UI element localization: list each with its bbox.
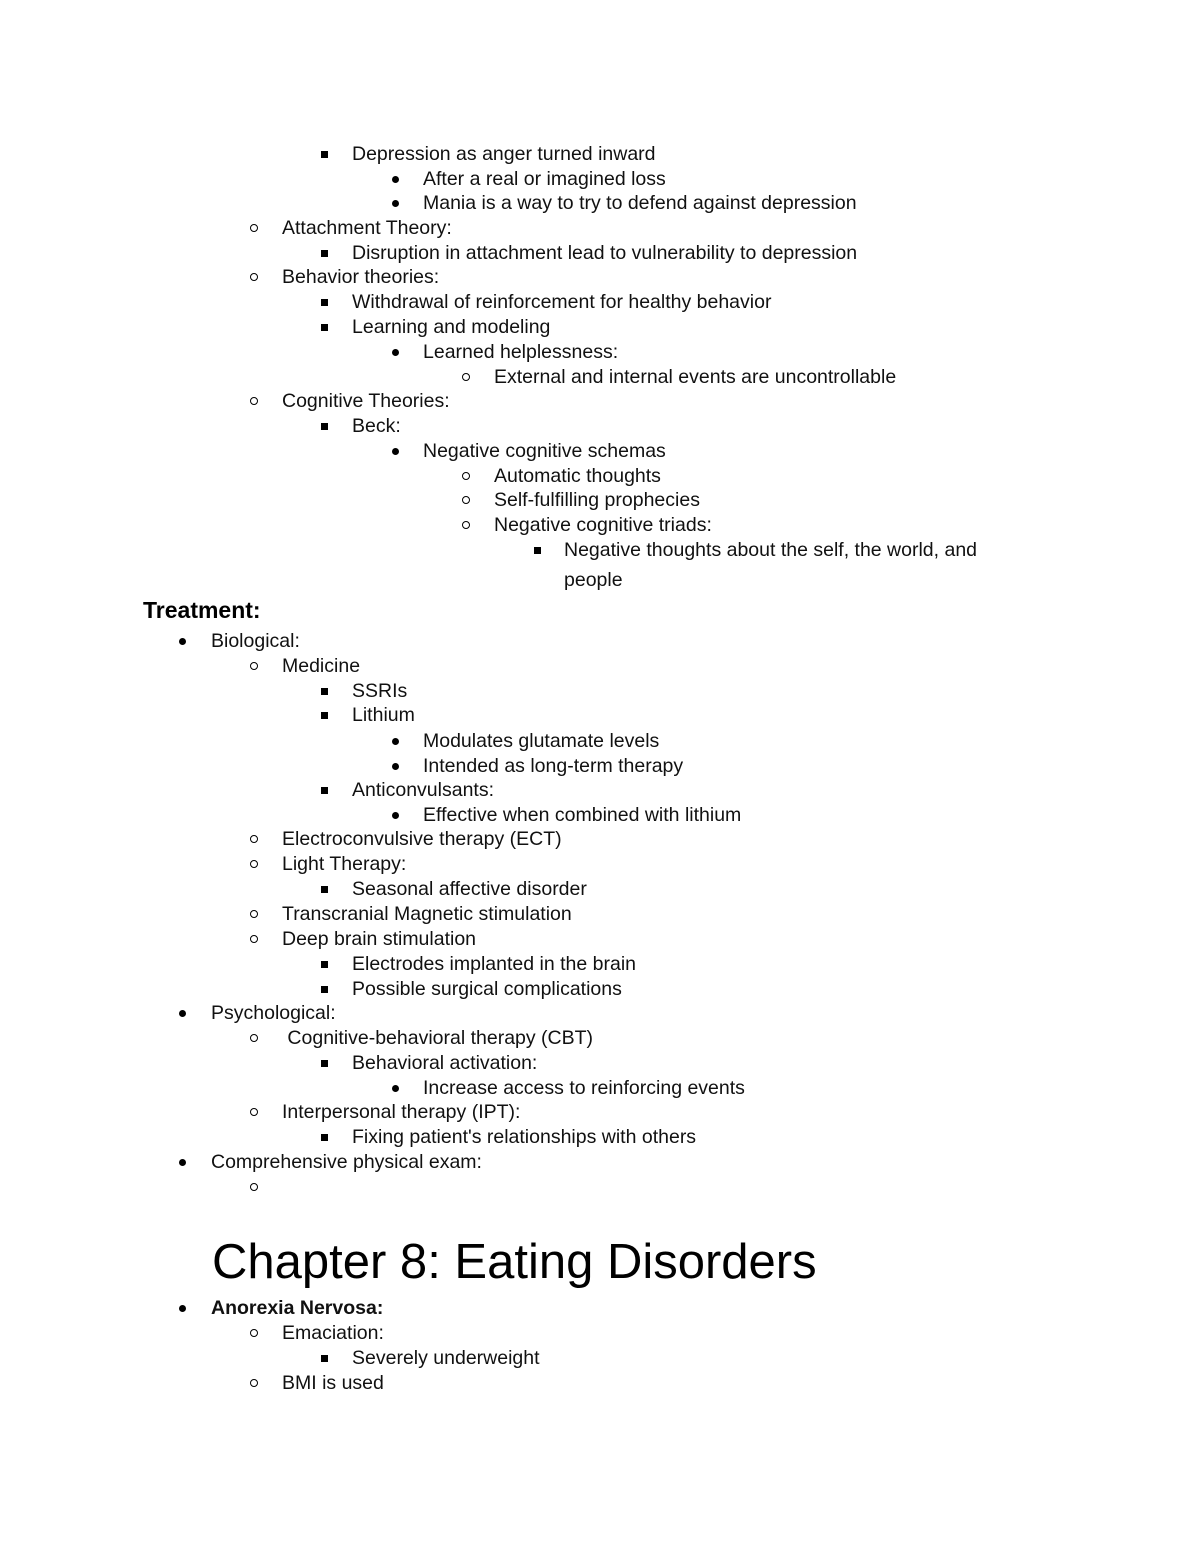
circle-bullet-icon — [248, 265, 262, 290]
square-bullet-icon — [318, 679, 332, 704]
chapter-heading: Chapter 8: Eating Disorders — [212, 1235, 817, 1289]
disc-bullet-icon — [389, 191, 403, 216]
list-item-text: Fixing patient's relationships with others — [352, 1126, 697, 1148]
circle-bullet-icon — [460, 513, 474, 538]
list-item-text: Anticonvulsants: — [352, 779, 494, 801]
circle-bullet-icon — [248, 1371, 262, 1396]
list-item-text: Disruption in attachment lead to vulnerability to depression — [352, 242, 858, 264]
circle-bullet-icon — [248, 827, 262, 852]
square-bullet-icon — [318, 952, 332, 977]
square-bullet-icon — [318, 241, 332, 266]
list-item-text: Mania is a way to try to defend against depression — [423, 192, 857, 214]
list-item-text: Light Therapy: — [282, 853, 407, 875]
square-bullet-icon — [318, 977, 332, 1002]
circle-bullet-icon — [248, 852, 262, 877]
list-item-text: Interpersonal therapy (IPT): — [282, 1101, 521, 1123]
list-item-text: After a real or imagined loss — [423, 168, 666, 190]
square-bullet-icon — [318, 142, 332, 167]
disc-bullet-icon — [389, 439, 403, 464]
circle-bullet-icon — [460, 365, 474, 390]
circle-bullet-icon — [248, 654, 262, 679]
square-bullet-icon — [318, 778, 332, 803]
list-item-text: Possible surgical complications — [352, 978, 622, 1000]
square-bullet-icon — [318, 1125, 332, 1150]
list-item-text: Attachment Theory: — [282, 217, 452, 239]
circle-bullet-icon — [248, 1026, 262, 1051]
list-item-text: BMI is used — [282, 1372, 384, 1394]
circle-bullet-icon — [248, 389, 262, 414]
disc-bullet-icon — [176, 1150, 190, 1175]
list-item-text: Negative cognitive triads: — [494, 514, 712, 536]
list-item-text: Negative thoughts about the self, the world, and — [564, 539, 978, 561]
list-item-text: Anorexia Nervosa: — [211, 1297, 384, 1319]
square-bullet-icon — [318, 290, 332, 315]
list-item-text: Effective when combined with lithium — [423, 804, 742, 826]
circle-bullet-icon — [460, 464, 474, 489]
list-item-text: Electroconvulsive therapy (ECT) — [282, 828, 562, 850]
list-item-text: Withdrawal of reinforcement for healthy behavior — [352, 291, 772, 313]
disc-bullet-icon — [176, 629, 190, 654]
list-item-text: Automatic thoughts — [494, 465, 661, 487]
list-item-text: Behavioral activation: — [352, 1052, 538, 1074]
square-bullet-icon — [318, 315, 332, 340]
list-item-text: SSRIs — [352, 680, 408, 702]
list-item-text: Negative cognitive schemas — [423, 440, 666, 462]
list-item-text: Self-fulfilling prophecies — [494, 489, 700, 511]
list-item-text: Beck: — [352, 415, 401, 437]
section-heading-treatment: Treatment: — [143, 597, 261, 623]
list-item-text: Behavior theories: — [282, 266, 440, 288]
list-item-text: Cognitive Theories: — [282, 390, 450, 412]
list-item-text: Deep brain stimulation — [282, 928, 477, 950]
disc-bullet-icon — [389, 167, 403, 192]
list-item-text: External and internal events are uncontrollable — [494, 366, 897, 388]
disc-bullet-icon — [176, 1001, 190, 1026]
circle-bullet-icon — [248, 902, 262, 927]
square-bullet-icon — [318, 414, 332, 439]
list-item-text-continuation: people — [564, 569, 623, 591]
disc-bullet-icon — [389, 729, 403, 754]
list-item-text: Learned helplessness: — [423, 341, 619, 363]
list-item-text: Cognitive-behavioral therapy (CBT) — [282, 1027, 594, 1049]
disc-bullet-icon — [389, 1076, 403, 1101]
list-item-text: Depression as anger turned inward — [352, 143, 656, 165]
list-item-text: Lithium — [352, 704, 415, 726]
square-bullet-icon — [318, 1051, 332, 1076]
list-item-text: Increase access to reinforcing events — [423, 1077, 745, 1099]
disc-bullet-icon — [176, 1296, 190, 1321]
circle-bullet-icon — [248, 1175, 262, 1200]
list-item-text: Modulates glutamate levels — [423, 730, 660, 752]
square-bullet-icon — [318, 1346, 332, 1371]
list-item-text: Medicine — [282, 655, 361, 677]
disc-bullet-icon — [389, 340, 403, 365]
circle-bullet-icon — [248, 1321, 262, 1346]
square-bullet-icon — [531, 538, 545, 563]
circle-bullet-icon — [248, 1100, 262, 1125]
disc-bullet-icon — [389, 754, 403, 779]
circle-bullet-icon — [248, 216, 262, 241]
list-item-text: Seasonal affective disorder — [352, 878, 587, 900]
list-item-text: Comprehensive physical exam: — [211, 1151, 482, 1173]
disc-bullet-icon — [389, 803, 403, 828]
list-item-text: Psychological: — [211, 1002, 336, 1024]
list-item-text: Emaciation: — [282, 1322, 384, 1344]
list-item-text: Biological: — [211, 630, 300, 652]
list-item-text: Severely underweight — [352, 1347, 540, 1369]
list-item-text: Learning and modeling — [352, 316, 551, 338]
circle-bullet-icon — [248, 927, 262, 952]
circle-bullet-icon — [460, 488, 474, 513]
square-bullet-icon — [318, 703, 332, 728]
square-bullet-icon — [318, 877, 332, 902]
list-item-text: Electrodes implanted in the brain — [352, 953, 636, 975]
list-item-text: Intended as long-term therapy — [423, 755, 684, 777]
list-item-text: Transcranial Magnetic stimulation — [282, 903, 572, 925]
